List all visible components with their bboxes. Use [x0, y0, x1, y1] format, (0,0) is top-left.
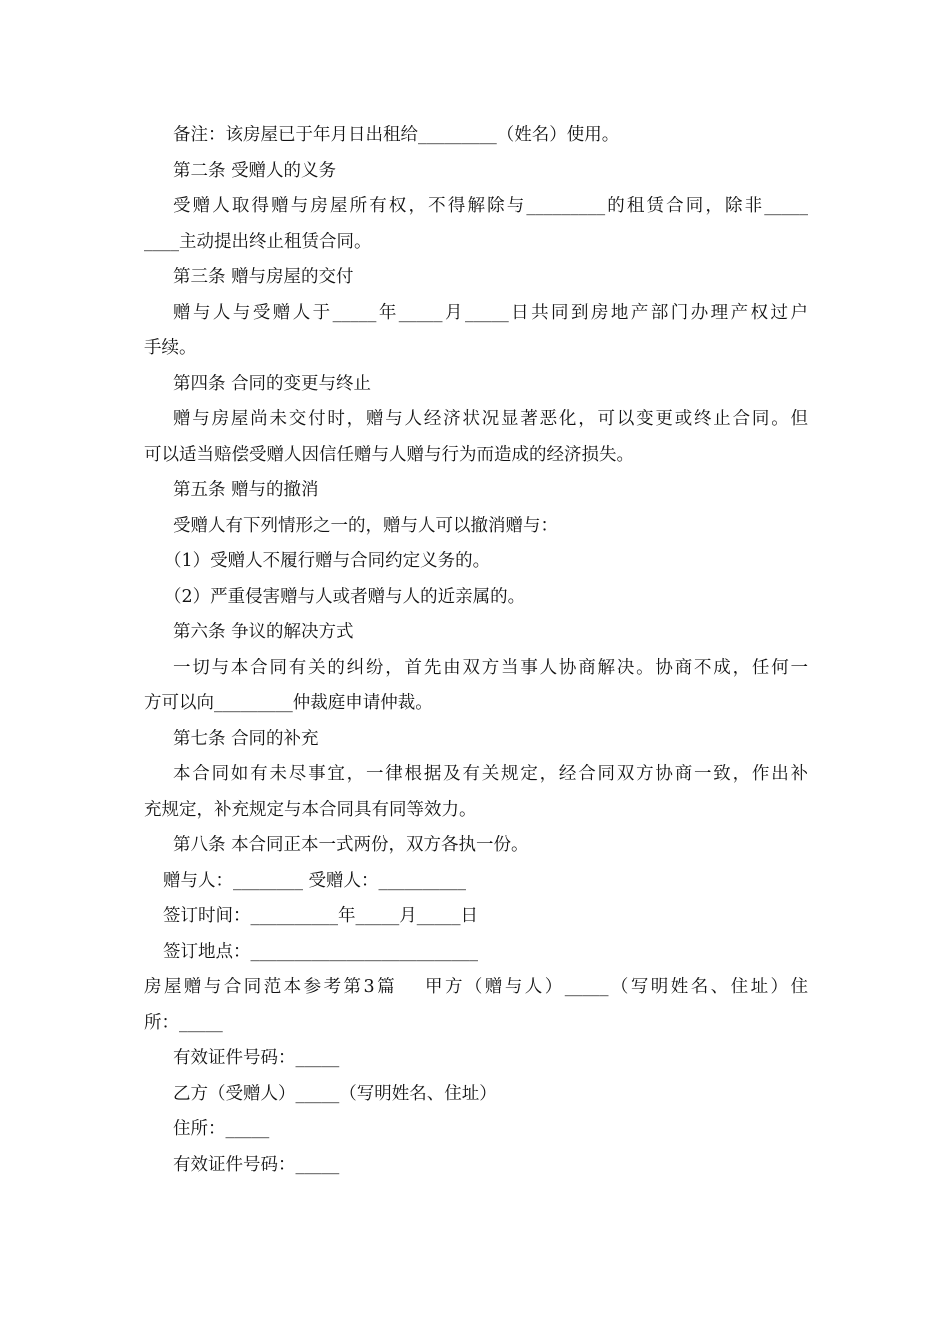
party-b-id-line: 有效证件号码：_____	[173, 1154, 340, 1175]
article-3-text-line-2: 手续。	[144, 338, 197, 358]
article-7-text-line-2: 充规定，补充规定与本合同具有同等效力。	[144, 799, 477, 820]
article-4-text-line-1: 赠与房屋尚未交付时，赠与人经济状况显著恶化，可以变更或终止合同。但	[173, 409, 808, 429]
article-5-text: 受赠人有下列情形之一的，赠与人可以撤消赠与：	[173, 515, 558, 536]
party-b-line: 乙方（受赠人）_____（写明姓名、住址）	[173, 1083, 497, 1104]
article-6-text-line-1: 一切与本合同有关的纠纷，首先由双方当事人协商解决。协商不成，任何一	[173, 657, 808, 678]
article-8-text: 第八条 本合同正本一式两份，双方各执一份。	[173, 835, 529, 855]
party-a-id-line: 有效证件号码：_____	[173, 1048, 340, 1068]
article-5-item-2: （2）严重侵害赠与人或者赠与人的近亲属的。	[164, 586, 526, 607]
article-6-heading: 第六条 争议的解决方式	[173, 622, 354, 642]
article-5-item-1: （1）受赠人不履行赠与合同约定义务的。	[164, 551, 491, 571]
article-3-heading: 第三条 赠与房屋的交付	[173, 267, 354, 287]
party-b-address-line: 住所：_____	[173, 1119, 270, 1139]
party-a-address-line: 所：_____	[144, 1012, 223, 1033]
article-2-text-line-2: ____主动提出终止租赁合同。	[144, 231, 372, 252]
article-4-heading: 第四条 合同的变更与终止	[173, 373, 372, 394]
article-5-heading: 第五条 赠与的撤消	[173, 480, 319, 500]
signing-place-line: 签订地点：__________________________	[163, 941, 478, 962]
remark-line: 备注：该房屋已于年月日出租给_________（姓名）使用。	[173, 125, 620, 145]
article-2-heading: 第二条 受赠人的义务	[173, 160, 337, 181]
signature-parties-line: 赠与人：________ 受赠人：__________	[163, 870, 467, 891]
article-7-heading: 第七条 合同的补充	[173, 728, 319, 749]
document-page	[144, 118, 808, 1183]
article-6-text-line-2: 方可以向_________仲裁庭申请仲裁。	[144, 693, 433, 713]
signing-date-line: 签订时间：__________年_____月_____日	[163, 906, 478, 926]
article-7-text-line-1: 本合同如有未尽事宜，一律根据及有关规定，经合同双方协商一致，作出补	[173, 764, 808, 784]
article-3-text-line-1: 赠与人与受赠人于_____年_____月_____日共同到房地产部门办理产权过户	[173, 302, 808, 323]
article-4-text-line-2: 可以适当赔偿受赠人因信任赠与人赠与行为而造成的经济损失。	[144, 444, 634, 465]
contract-3-title-line: 房屋赠与合同范本参考第3篇 甲方（赠与人）_____（写明姓名、住址）住	[144, 977, 808, 997]
article-2-text-line-1: 受赠人取得赠与房屋所有权，不得解除与_________的租赁合同，除非_____	[173, 196, 808, 216]
